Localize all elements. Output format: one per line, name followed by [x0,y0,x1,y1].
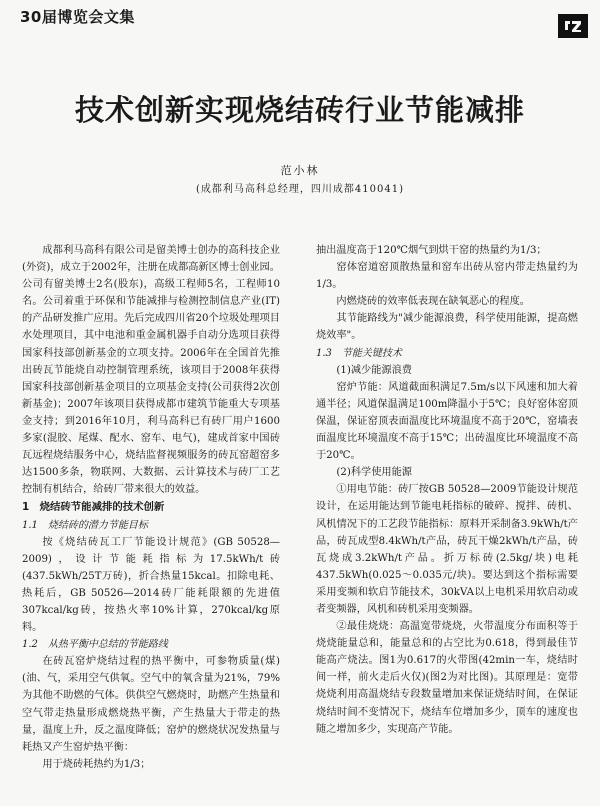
heat-balance-line-2: 抽出温度高于120℃烟气到烘干窑的热量约为1/3； [316,245,547,256]
item-1-paragraph: 窑炉节能：风道截面积满足7.5m/s以下风速和加大着通半径；风道保温满足100m降温小于5℃；良好窑体窑顶保温，保证窑顶表面温度比环境温度不高于20℃，窑墙表面温度比环境温度不高于15℃；出砖温度比环境温度不高于20℃。 [316,381,578,462]
right-column [316,242,578,738]
section-1-1-paragraph: 按《烧结砖瓦工厂节能设计规范》(GB 50528—2009)，设计节能耗指标为17.5kWh/t砖(437.5kWh/25T万砖)，折合热量15kcal。扣除电耗、热耗后，GB 50526—2014砖厂能耗限额的先进值307kcal/kg砖，按热火率10%计算，270kcal/kg原料。 [22,536,280,634]
efficiency-note: 内燃烧砖的效率低表现在缺氧恶心的程度。 [336,296,530,308]
section-1-2-heading: 1.2 从热平衡中总结的节能路线 [22,639,168,651]
article-author: 范小林 [280,164,320,177]
author-affiliation: (成都利马高科总经理，四川成都410041) [196,184,404,195]
section-1-3-heading: 1.3 节能关键技术 [316,347,402,359]
article-title: 技术创新实现烧结砖行业节能减排 [74,93,525,127]
publisher-logo-icon [558,14,588,38]
intro-paragraph: 成都利马高科有限公司是留美博士创办的高科技企业(外资)，成立于2002年，注册在成都高新区博士创业园。公司有留美博士2名(股东)，高级工程师5名，工程师10名。公司着重于环保和节能减排与检测控制信息产业(IT)的产品研发推广应用。先后完成四川省20个垃圾处理项目水处理项目，其中电池和重金属机器手自动分选项目获得国家科技部创新基金的立项支持。2006年在全国首先推出砖瓦节能烧自动控制管理系统，该项目于2008年获得国家科技部创新基金项目的立项基金支持(公司获得2次创新基金)；2007年该项目获得成都市建筑节能重大专项基金支持；到2016年10月，利马高科已有砖厂用户1600多家(混胶、尾煤、配水、窑车、电气)，建成首家中国砖瓦远程烧结服务中心，烧结监督视频服务的砖瓦窑超窑多达1500多条，物联网、大数据、云计算技术与砖厂工艺控制有机结合，给砖厂带来很大的效益。 [22,245,280,496]
heat-balance-line-3: 窑体窑道窑顶散热量和窑车出砖从窑内带走热量约为1/3。 [316,262,578,291]
item-2-sub-1-paragraph: ①用电节能：砖厂按GB 50528—2009节能设计规范设计，在运用能达到节能电耗指标的破碎、搅拌、砖机、风机情况下的工艺段节能指标：原料开采制备3.9kWh/t产品，砖瓦成型8.4kWh/t产品，砖瓦干燥2kWh/t产品，砖瓦烧成3.2kWh/t产品。折万标砖(2.5kg/块)电耗437.5kWh(0.025～0.035元/块)。要达到这个指标需要采用变频和软启节能技术，30kVA以上电机采用软启动或者变频器，风机和砖机采用变频器。 [316,484,578,615]
item-1-heading: (1)减少能源浪费 [336,364,412,376]
running-head: 30届博览会文集 [20,8,135,26]
energy-route-paragraph: 其节能路线为"减少能源浪费，科学使用能源，提高燃烧效率"。 [316,313,578,342]
left-column [22,242,280,773]
section-1-2-paragraph: 在砖瓦窑炉烧结过程的热平衡中，可参物质量(煤)(油、气，采用空气供氧。空气中的氧含量为21%，79%为其他不助燃的气体。供供空气燃烧时，助燃产生热量和空气带走热量形成燃烧热平衡，产生热量大于带走的热量，温度上升，反之温度降低；窑炉的燃烧状况发热量与耗热又产生窑炉热平衡： [22,656,280,753]
heat-balance-line: 用于烧砖耗热约为1/3； [42,758,151,770]
section-1-1-heading: 1.1 烧结砖的潜力节能目标 [22,519,148,531]
item-2-sub-2-paragraph: ②最佳烧烧：高温宽带烧烧，火带温度分布面积等于烧烧能量总和，能量总和的占空比为0.618，得到最佳节能高产烧法。图1为0.617的火带图(42min一车，烧结时间一样，前火走后火仅)(图2为对比图)。其原理是：宽带烧烧利用高温烧结专段数量增加来保证烧结时间，在保证烧结时间不变情况下，烧结车位增加多少，顶车的速度也随之增加多少，实现高产节能。 [316,621,578,735]
section-1-heading: 1 烧结砖节能减排的技术创新 [22,501,165,514]
item-2-heading: (2)科学使用能源 [336,467,412,479]
